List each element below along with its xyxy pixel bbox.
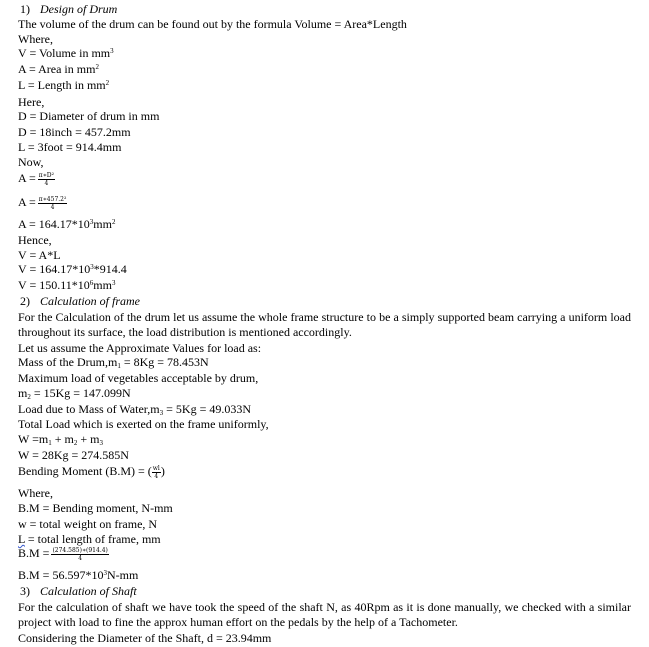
frame-length-definition: L = total length of frame, mm [18,532,161,546]
mass-of-vegetables: $m_2 = 15Kg = 147.099N$ [18,386,131,401]
section-number: 2) [20,294,30,308]
shaft-diameter: Considering the Diameter of the Shaft, d = 23.94mm [18,631,272,645]
frame-paragraph-line-1: For the Calculation of the drum let us assume the whole frame structure to be a simply supported beam carrying a uniform load [18,310,631,324]
volume-definition: V = Volume in $mm^3$ [18,46,114,60]
frame-paragraph-line-2: throughout its surface, the load distribution is mentioned accordingly. [18,325,352,339]
section-number: 1) [20,2,30,16]
hence-label: Hence, [18,233,52,247]
shaft-paragraph-line-1: For the calculation of shaft we have took the speed of the shaft N, as 40Rpm as it is done manually, we checked with a similar [18,600,631,614]
drum-volume-intro: The volume of the drum can be found out by the formula Volume = Area*Length [18,17,407,31]
total-load-value: W = 28Kg = 274.585N [18,448,129,462]
fraction: $\frac{\text{π∗457.2²}}{4}$ [38,195,67,211]
section-heading-calculation-of-shaft [20,584,137,598]
fraction: $\frac{wl}{4}$ [152,464,160,480]
length-definition: L = Length in $mm^2$ [18,78,110,92]
section-title: Calculation of frame [40,294,140,308]
diameter-value: D = 18inch = 457.2mm [18,125,131,139]
total-load-label: Total Load which is exerted on the frame uniformly, [18,417,269,431]
bending-moment-definition: B.M = Bending moment, N-mm [18,501,173,515]
shaft-paragraph-line-2: project with load to fine the approx human effort on the pedals by the help of a Tachometer. [18,615,458,629]
here-label: Here, [18,95,45,109]
section-heading-design-of-drum [20,2,117,16]
fraction: $\frac{\text{π∗D²}}{4}$ [38,171,55,187]
mass-of-drum: Mass of the $Drum,m_1 = 8Kg = 78.453N$ [18,355,209,370]
section-title: Calculation of Shaft [40,584,137,598]
section-heading-calculation-of-frame [20,294,140,308]
bending-moment-substitution: B.M = $\frac{(274.585)∗(914.4)}{4}$ [18,546,108,562]
volume-equation: V = A*L [18,248,61,262]
weight-definition: w = total weight on frame, N [18,517,158,531]
volume-result: $V = 150.11*10^6mm^3$ [18,278,116,292]
assume-values: Let us assume the Approximate Values for load as: [18,341,262,355]
max-load-label: Maximum load of vegetables acceptable by drum, [18,371,259,385]
diameter-definition: D = Diameter of drum in mm [18,109,160,123]
area-result: $A = 164.17*10^3mm^2$ [18,217,116,231]
fraction: $\frac{(274.585)∗(914.4)}{4}$ [52,546,108,562]
now-label: Now, [18,155,44,169]
bending-moment-result: $B.M = 56.597*10^3N-mm$ [18,568,139,582]
bending-moment-formula: Bending Moment (B.M) = ( $\frac{wl}{4}$ ) [18,464,165,480]
section-title: Design of Drum [40,2,118,16]
total-load-equation: $W =m_1 + m_2 + m_3$ [18,432,103,447]
area-formula-1: A = $\frac{\text{π∗D²}}{4}$ [18,171,55,187]
area-formula-2: A = $\frac{\text{π∗457.2²}}{4}$ [18,195,67,211]
section-number: 3) [20,584,30,598]
where-label-2: Where, [18,486,53,500]
length-value: L = 3foot = 914.4mm [18,140,122,154]
mass-of-water: Load due to Mass of $Water,m_3 = 5Kg = 49.033N$ [18,402,252,417]
area-definition: A = Area in $mm^2$ [18,62,99,76]
where-label: Where, [18,32,53,46]
volume-substitution: $V = 164.17*10^3*914.4$ [18,262,127,276]
